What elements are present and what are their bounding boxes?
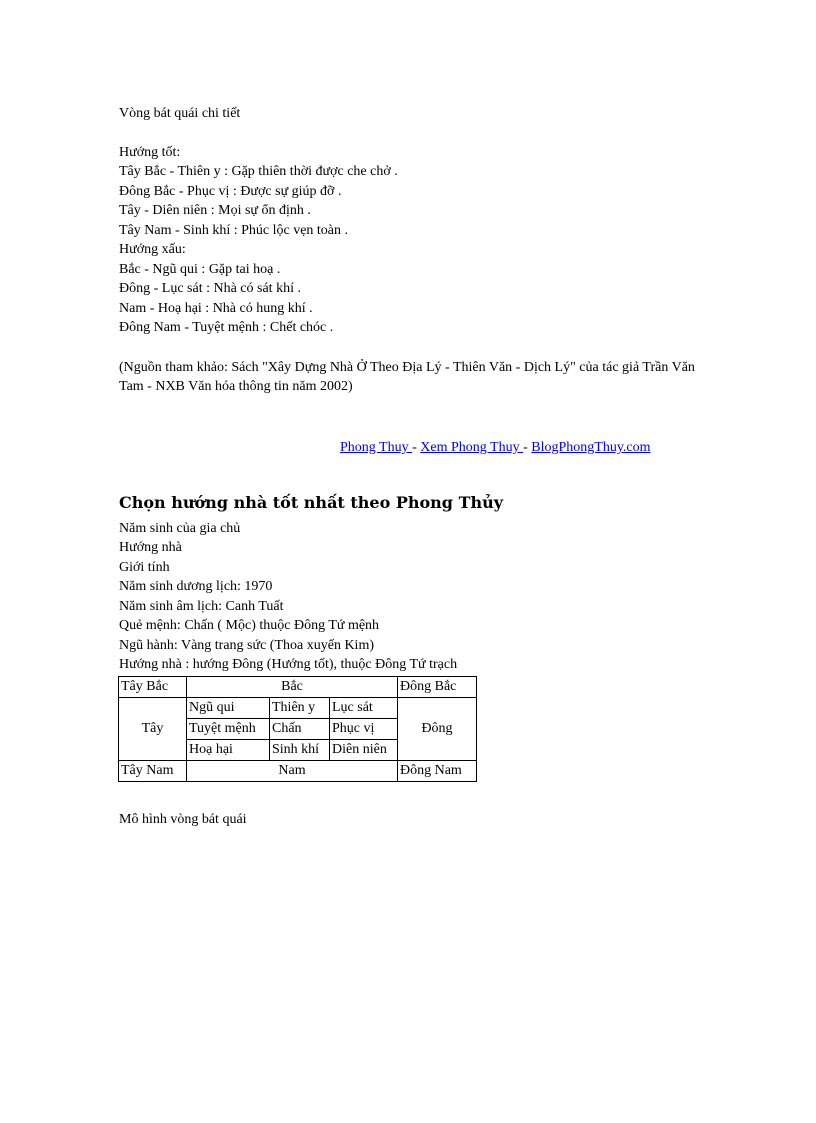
- table-row: [119, 761, 477, 782]
- table-row: [119, 698, 477, 719]
- wheel-title: Vòng bát quái chi tiết: [119, 106, 241, 121]
- info-line: Hướng nhà: [119, 540, 182, 555]
- bad-direction-item: Đông - Lục sát : Nhà có sát khí .: [119, 281, 301, 296]
- grid-cell: Hoạ hại: [187, 740, 270, 761]
- bad-direction-item: Nam - Hoạ hại : Nhà có hung khí .: [119, 301, 313, 316]
- info-line: Giới tính: [119, 560, 170, 575]
- link-xem-phong-thuy[interactable]: Xem Phong Thuy: [420, 440, 524, 455]
- footer-links: [340, 438, 651, 457]
- link-phong-thuy[interactable]: Phong Thuy: [340, 440, 413, 455]
- cell-west: Tây: [119, 698, 187, 761]
- grid-cell: Sinh khí: [270, 740, 330, 761]
- good-direction-item: Đông Bắc - Phục vị : Được sự giúp đỡ .: [119, 184, 342, 199]
- info-line: Năm sinh của gia chủ: [119, 521, 241, 536]
- grid-cell: Chấn: [270, 719, 330, 740]
- cell-south: Nam: [187, 761, 398, 782]
- source-citation: (Nguồn tham khảo: Sách "Xây Dựng Nhà Ở Theo Địa Lý - Thiên Văn - Dịch Lý" của tác giả Trần Văn Tam - NXB Văn hóa thông tin năm 2002): [119, 360, 695, 394]
- good-direction-item: Tây Bắc - Thiên y : Gặp thiên thời được che chở .: [119, 164, 398, 179]
- cell-northwest: Tây Bắc: [119, 677, 187, 698]
- grid-cell: Phục vị: [330, 719, 398, 740]
- cell-southeast: Đông Nam: [398, 761, 477, 782]
- bagua-table: [118, 676, 477, 782]
- cell-north: Bắc: [187, 677, 398, 698]
- info-line: Quẻ mệnh: Chấn ( Mộc) thuộc Đông Tứ mệnh: [119, 618, 380, 633]
- info-line: Năm sinh âm lịch: Canh Tuất: [119, 599, 284, 614]
- grid-cell: Lục sát: [330, 698, 398, 719]
- section-title: Chọn hướng nhà tốt nhất theo Phong Thủy: [119, 493, 504, 512]
- good-direction-item: Tây Nam - Sinh khí : Phúc lộc vẹn toàn .: [119, 223, 349, 238]
- info-line: Ngũ hành: Vàng trang sức (Thoa xuyến Kim): [119, 638, 374, 653]
- grid-cell: Thiên y: [270, 698, 330, 719]
- info-line: Hướng nhà : hướng Đông (Hướng tốt), thuộc Đông Tứ trạch: [119, 657, 458, 672]
- link-blog-phong-thuy[interactable]: BlogPhongThuy.com: [531, 440, 651, 455]
- cell-northeast: Đông Bắc: [398, 677, 477, 698]
- info-line: Năm sinh dương lịch: 1970: [119, 579, 273, 594]
- link-separator: -: [412, 440, 421, 455]
- bad-direction-item: Bắc - Ngũ qui : Gặp tai hoạ .: [119, 262, 281, 277]
- bad-directions-heading: Hướng xấu:: [119, 242, 186, 257]
- table-row: [119, 677, 477, 698]
- cell-east: Đông: [398, 698, 477, 761]
- grid-cell: Tuyệt mệnh: [187, 719, 270, 740]
- model-caption: Mô hình vòng bát quái: [119, 812, 247, 827]
- cell-southwest: Tây Nam: [119, 761, 187, 782]
- grid-cell: Ngũ qui: [187, 698, 270, 719]
- bad-direction-item: Đông Nam - Tuyệt mệnh : Chết chóc .: [119, 320, 334, 335]
- good-direction-item: Tây - Diên niên : Mọi sự ổn định .: [119, 203, 311, 218]
- good-directions-heading: Hướng tốt:: [119, 145, 181, 160]
- link-separator: -: [523, 440, 532, 455]
- grid-cell: Diên niên: [330, 740, 398, 761]
